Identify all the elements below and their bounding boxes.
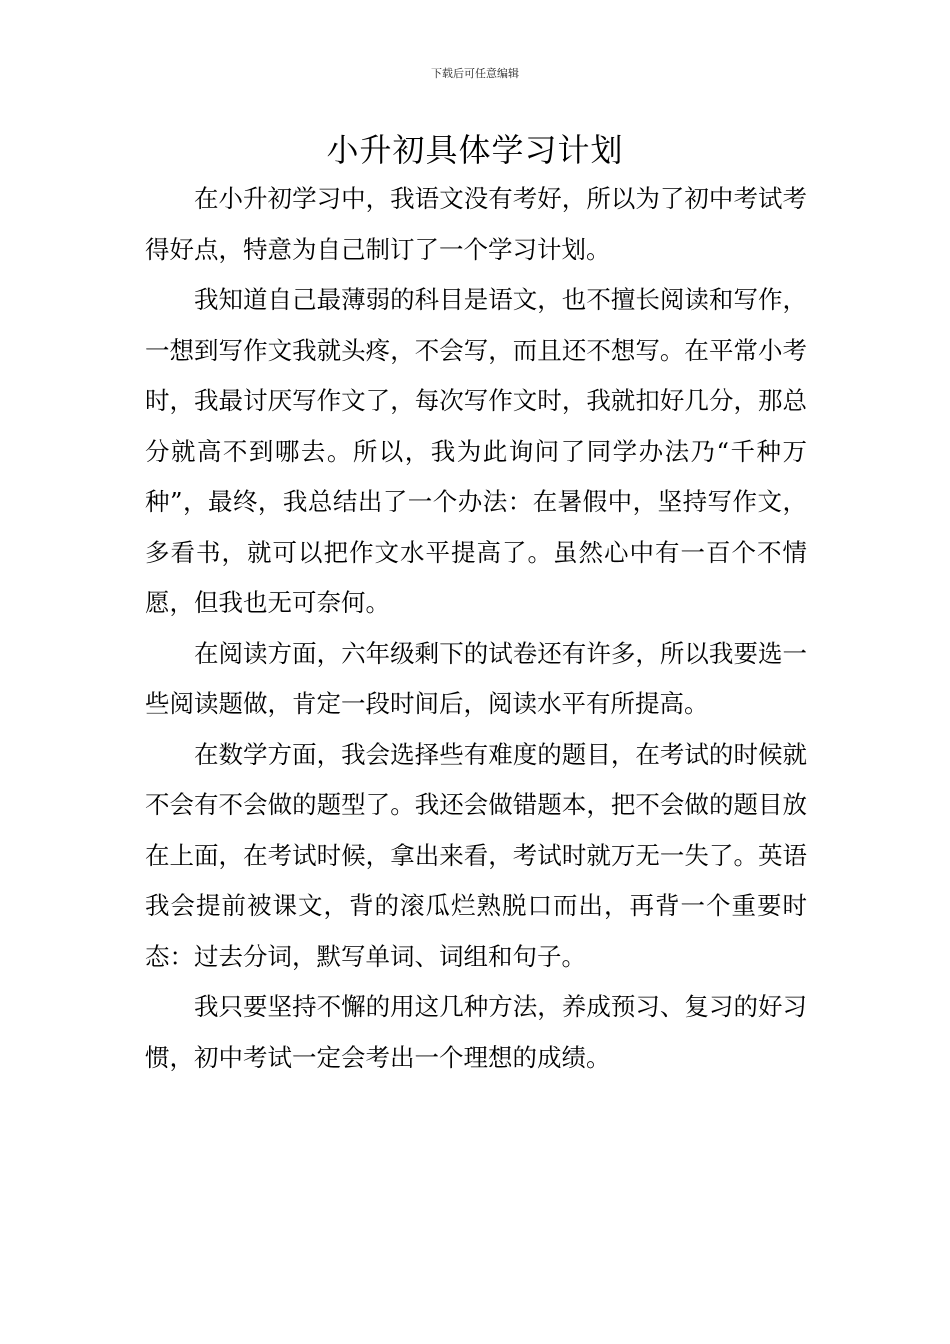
- paragraph: 我只要坚持不懈的用这几种方法，养成预习、复习的好习惯，初中考试一定会考出一个理想的成绩。: [145, 992, 807, 1072]
- document-title: 小升初具体学习计划: [326, 131, 624, 169]
- document-body: [145, 174, 807, 1083]
- paragraph: 我知道自己最薄弱的科目是语文，也不擅长阅读和写作，一想到写作文我就头疼，不会写，而且还不想写。在平常小考时，我最讨厌写作文了，每次写作文时，我就扣好几分，那总分就高不到哪去。所以，我为此询问了同学办法乃“千种万种”，最终，我总结出了一个办法：在暑假中，坚持写作文，多看书，就可以把作文水平提高了。虽然心中有一百个不情愿，但我也无可奈何。: [145, 285, 807, 617]
- paragraph: 在小升初学习中，我语文没有考好，所以为了初中考试考得好点，特意为自己制订了一个学习计划。: [145, 184, 807, 264]
- paragraph: 在阅读方面，六年级剩下的试卷还有许多，所以我要选一些阅读题做，肯定一段时间后，阅读水平有所提高。: [145, 638, 807, 718]
- paragraph: 在数学方面，我会选择些有难度的题目，在考试的时候就不会有不会做的题型了。我还会做错题本，把不会做的题目放在上面，在考试时候，拿出来看，考试时就万无一失了。英语我会提前被课文，背的滚瓜烂熟脱口而出，再背一个重要时态：过去分词，默写单词、词组和句子。: [145, 739, 807, 971]
- header-note: 下载后可任意编辑: [431, 67, 519, 80]
